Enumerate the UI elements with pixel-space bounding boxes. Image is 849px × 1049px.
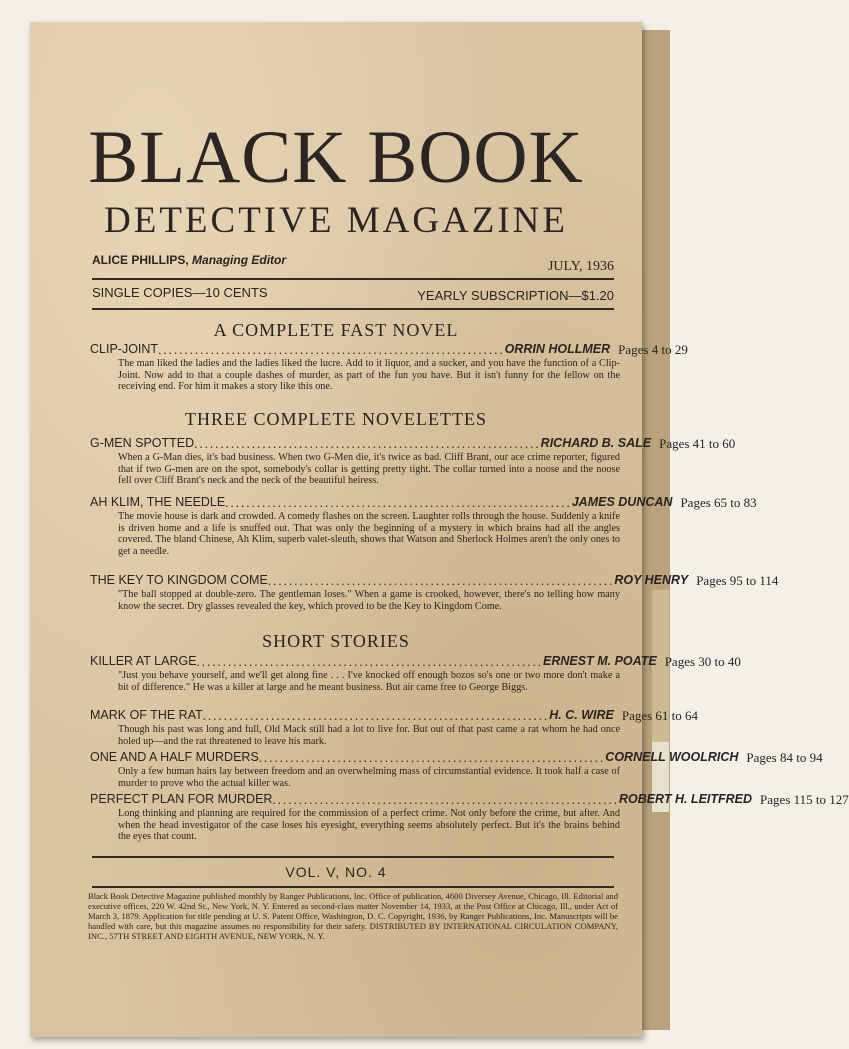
story-author: H. C. WIRE xyxy=(549,708,614,722)
story-author: ROBERT H. LEITFRED xyxy=(618,792,753,806)
story-entry: G-MEN SPOTTED .................................................................. RICHARD B. SALE Pages 41 to 60 When a G-Man dies, it's bad business. When two G-Men die, it's twice as bad. Cliff Brant, our ace crime reporter, figured that if two G-men are on the spot, somebody's collar is getting pretty tight. The collar turned into a noose and the noose fell over Cliff Brant's neck and the neck of the beautiful heiress. xyxy=(90,436,736,487)
section-short-stories: SHORT STORIES xyxy=(262,631,410,651)
single-copy-price: SINGLE COPIES—10 CENTS xyxy=(92,285,268,300)
story-description: "Just you behave yourself, and we'll get along fine . . . I've knocked off enough bozos so's one or two more don't make a bit of difference." He was a killer at large and he meant business. But air came free to George Biggs. xyxy=(118,670,620,693)
story-entry: THE KEY TO KINGDOM COME .................................................................. ROY HENRY Pages 95 to 114 "The ball stopped at double-zero. The gentleman loses." When a game is crooked, however, there's no telling how many know the secret. Dry glasses revealed the key, which proved to be the Key to Kingdom Come. xyxy=(90,573,779,612)
story-author: ORRIN HOLLMER xyxy=(504,342,611,356)
story-author: ROY HENRY xyxy=(614,573,689,587)
editor-name: ALICE PHILLIPS, xyxy=(92,253,189,267)
editor-line xyxy=(92,253,614,274)
story-description: Long thinking and planning are required for the commission of a perfect crime. Not only before the crime, but after. And when the head investigator of the case loses his eyesight, everything seems absolutely perfect. But it's the brains behind the eyes that count. xyxy=(118,808,620,843)
story-title: KILLER AT LARGE xyxy=(90,654,197,668)
story-pages: Pages 95 to 114 xyxy=(696,573,779,588)
story-title: AH KLIM, THE NEEDLE xyxy=(90,495,226,509)
rule-top xyxy=(92,278,614,280)
price-line xyxy=(92,285,614,303)
rule-volume-bottom xyxy=(92,886,614,888)
section-novelettes: THREE COMPLETE NOVELETTES xyxy=(185,409,487,429)
publication-notice: Black Book Detective Magazine published monthly by Ranger Publications, Inc. Office of publication, 4600 Diversey Avenue, Chicago, Ill. Editorial and executive offices, 220 W. 42nd St., New York, N. Y. Entered as second-class matter November 14, 1933, at the Post Office at Chicago, Ill., under Act of March 3, 1879. Application for title pending at U. S. Patent Office, Washington, D. C. Copyright, 1936, by Ranger Publications, Inc. Manuscripts will be handled with care, but this magazine assumes no responsibility for their safety. DISTRIBUTED BY INTERNATIONAL CIRCULATION COMPANY, INC., 57TH STREET AND EIGHTH AVENUE, NEW YORK, N. Y. xyxy=(88,891,618,941)
story-author: ERNEST M. POATE xyxy=(543,654,657,668)
story-title: CLIP-JOINT xyxy=(90,342,159,356)
story-author: CORNELL WOOLRICH xyxy=(605,750,739,764)
story-title: ONE AND A HALF MURDERS xyxy=(90,750,259,764)
story-author: JAMES DUNCAN xyxy=(571,495,673,509)
story-description: When a G-Man dies, it's bad business. When two G-Men die, it's twice as bad. Cliff Brant, our ace crime reporter, figured that if two G-men are on the spot, somebody's collar is getting pretty tight. The collar turned into a noose and the noose fell over Cliff Brant's neck and the neck of the beautiful heiress. xyxy=(118,452,620,487)
story-pages: Pages 115 to 127 xyxy=(760,792,849,807)
editor-role: Managing Editor xyxy=(192,253,287,267)
story-entry: KILLER AT LARGE .................................................................. ERNEST M. POATE Pages 30 to 40 "Just you behave yourself, and we'll get along fine . . . I've knocked off enough bozos so's one or two more don't make a bit of difference." He was a killer at large and he meant business. But air came free to George Biggs. xyxy=(90,654,741,693)
rule-prices xyxy=(92,308,614,310)
subscription-price: YEARLY SUBSCRIPTION—$1.20 xyxy=(417,288,614,303)
story-pages: Pages 84 to 94 xyxy=(746,750,823,765)
magazine-title: BLACK BOOK xyxy=(88,116,584,199)
next-page-edge xyxy=(638,30,670,1030)
story-description: The movie house is dark and crowded. A comedy flashes on the screen. Laughter rolls through the house. Suddenly a knife is driven home and a life is snuffed out. That was only the beginning of a mystery in which brains had all the angles covered. The bland Chinese, Ah Klim, superb valet-sleuth, shows that Watson and Sherlock Holmes aren't the only ones to get a needle. xyxy=(118,511,620,557)
story-entry: MARK OF THE RAT .................................................................. H. C. WIRE Pages 61 to 64 Though his past was long and full, Old Mack still had a lot to live for. But out of that past came a rat whom he had once holed up—and the rat threatened to leave his mark. xyxy=(90,708,699,747)
story-entry: CLIP-JOINT .................................................................. ORRIN HOLLMER Pages 4 to 29 The man liked the ladies and the ladies liked the lucre. Add to it liquor, and a sucker, and you have the function of a Clip-Joint. Now add to that a couple dashes of murder, as part of the fun you have. But it isn't funny for the fellow on the receiving end. For him it makes a story like this one. xyxy=(90,342,688,393)
story-title: MARK OF THE RAT xyxy=(90,708,203,722)
story-pages: Pages 30 to 40 xyxy=(664,654,741,669)
story-author: RICHARD B. SALE xyxy=(540,436,652,450)
story-title: G-MEN SPOTTED xyxy=(90,436,195,450)
story-description: The man liked the ladies and the ladies liked the lucre. Add to it liquor, and a sucker, and you have the function of a Clip-Joint. Now add to that a couple dashes of murder, as part of the fun you have. But it isn't funny for the fellow on the receiving end. For him it makes a story like this one. xyxy=(118,358,620,393)
story-pages: Pages 65 to 83 xyxy=(680,495,757,510)
story-title: THE KEY TO KINGDOM COME xyxy=(90,573,268,587)
story-pages: Pages 61 to 64 xyxy=(621,708,699,723)
story-description: "The ball stopped at double-zero. The gentleman loses." When a game is crooked, however, there's no telling how many know the secret. Dry glasses revealed the key, which proved to be the Key to Kingdom Come. xyxy=(118,589,620,612)
adjacent-page-strip xyxy=(652,590,669,760)
issue-date: JULY, 1936 xyxy=(547,259,614,274)
magazine-page xyxy=(30,22,849,1037)
section-novel: A COMPLETE FAST NOVEL xyxy=(213,320,459,340)
story-description: Though his past was long and full, Old Mack still had a lot to live for. But out of that past came a rat whom he had once holed up—and the rat threatened to leave his mark. xyxy=(118,724,620,747)
rule-volume-top xyxy=(92,856,614,858)
story-title: PERFECT PLAN FOR MURDER xyxy=(90,792,273,806)
volume-number: VOL. V, NO. 4 xyxy=(285,864,387,880)
magazine-subtitle: DETECTIVE MAGAZINE xyxy=(104,200,568,241)
story-pages: Pages 41 to 60 xyxy=(659,436,736,451)
story-pages: Pages 4 to 29 xyxy=(618,342,688,357)
story-entry: ONE AND A HALF MURDERS .................................................................. CORNELL WOOLRICH Pages 84 to 94 Only a few human hairs lay between freedom and an overwhelming mass of circumstantial evidence. It took half a case of murder to prove who the actual killer was. xyxy=(90,750,823,789)
story-entry: AH KLIM, THE NEEDLE .................................................................. JAMES DUNCAN Pages 65 to 83 The movie house is dark and crowded. A comedy flashes on the screen. Laughter rolls through the house. Suddenly a knife is driven home and a life is snuffed out. That was only the beginning of a mystery in which brains had all the angles covered. The bland Chinese, Ah Klim, superb valet-sleuth, shows that Watson and Sherlock Holmes aren't the only ones to get a needle. xyxy=(90,495,757,557)
story-entry: PERFECT PLAN FOR MURDER .................................................................. ROBERT H. LEITFRED Pages 115 to 127 Long thinking and planning are required for the commission of a perfect crime. Not only before the crime, but after. And when the head investigator of the case loses his eyesight, everything seems absolutely perfect. But it's the brains behind the eyes that count. xyxy=(90,792,849,843)
story-description: Only a few human hairs lay between freedom and an overwhelming mass of circumstantial evidence. It took half a case of murder to prove who the actual killer was. xyxy=(118,766,620,789)
